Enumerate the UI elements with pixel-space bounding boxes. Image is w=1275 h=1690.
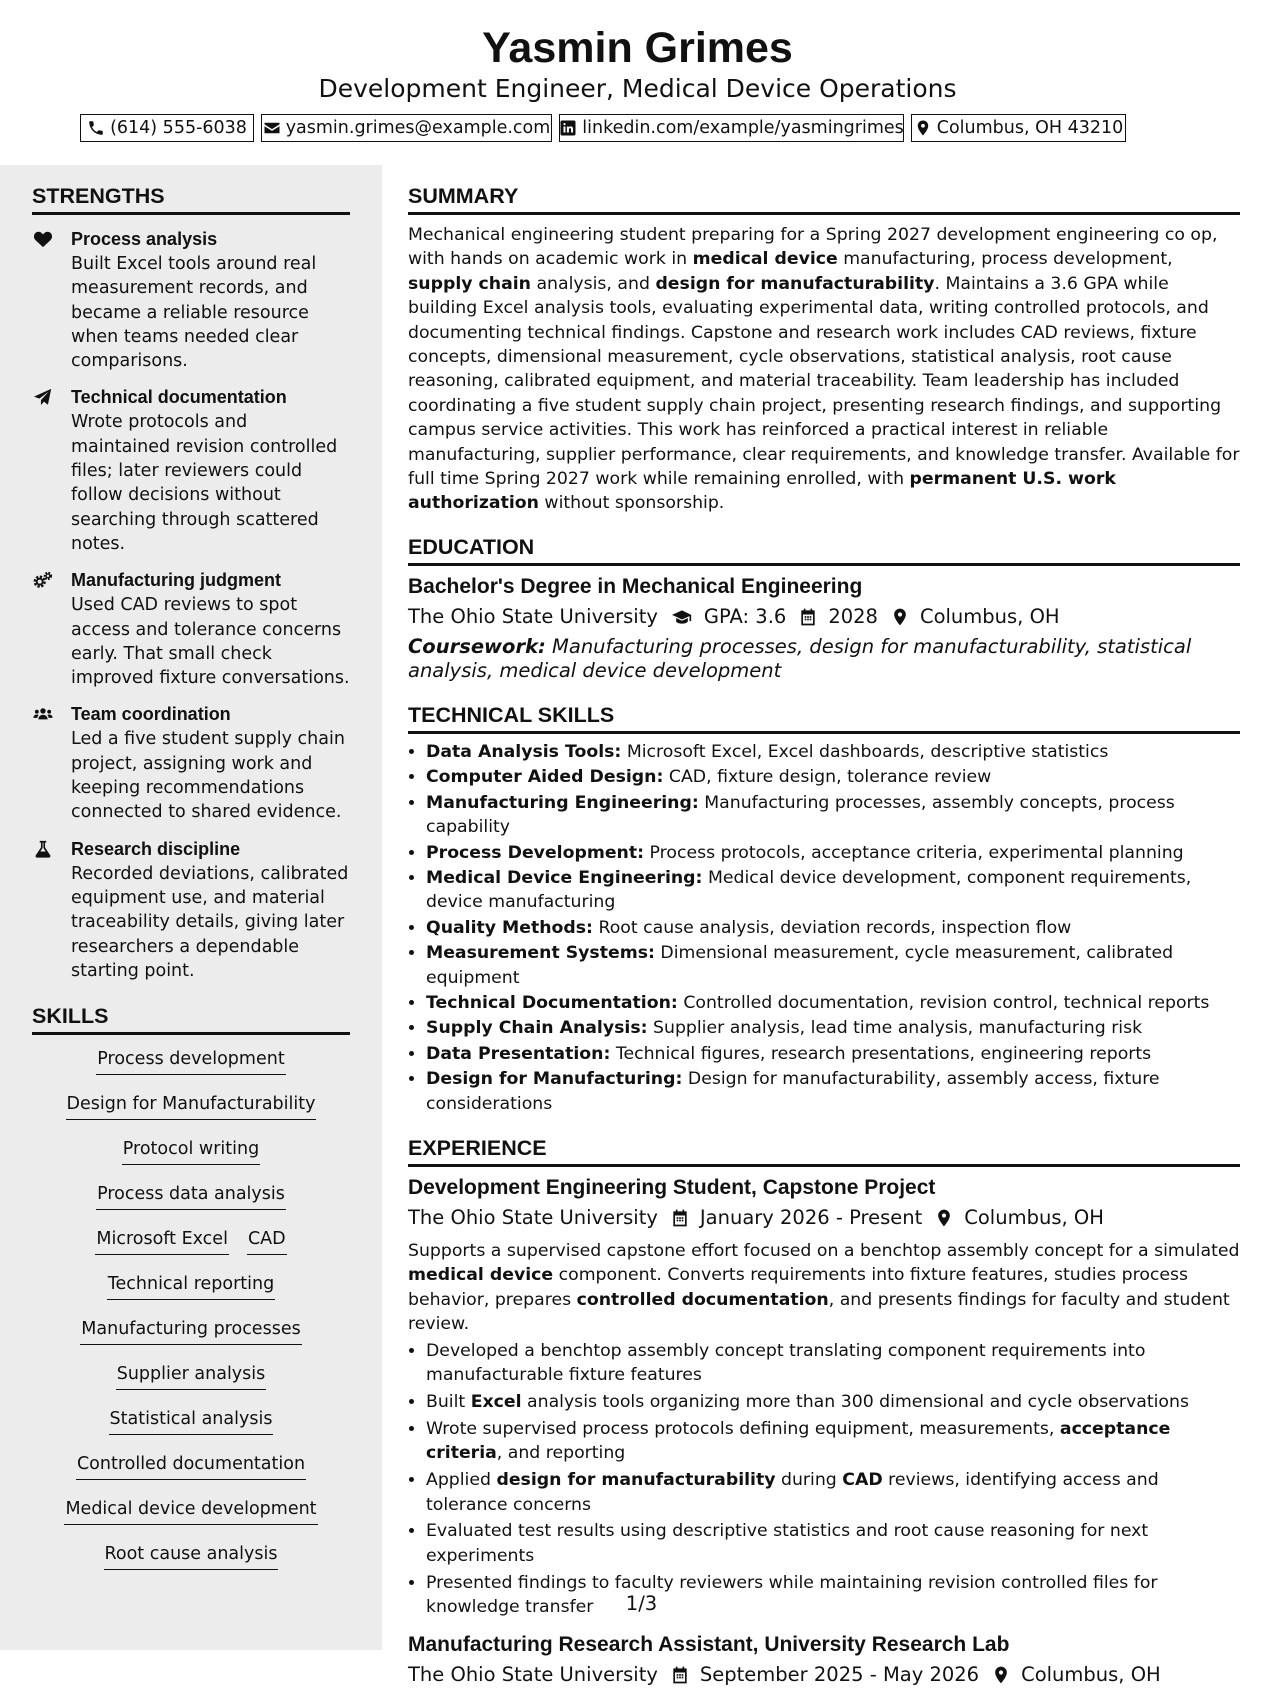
map-pin-icon [890, 607, 910, 627]
page-number: 1/3 [625, 1592, 658, 1615]
skill-row [32, 1047, 350, 1092]
heart-icon [32, 230, 54, 248]
contact-bar [0, 114, 1275, 144]
skill-tag: Process data analysis [96, 1182, 286, 1210]
job-meta [408, 1203, 1240, 1233]
technical-skill-item: • Supply Chain Analysis: Supplier analysis, lead time analysis, manufacturing risk [426, 1016, 1240, 1040]
strengths-list [32, 227, 350, 983]
job-title: Development Engineering Student, Capstone Project [408, 1175, 936, 1199]
job-dates: January 2026 - Present [699, 1205, 923, 1229]
technical-skills-list [408, 740, 1240, 1116]
skill-tag: Microsoft Excel [95, 1227, 229, 1255]
education-meta [408, 602, 1240, 632]
job-location: Columbus, OH [1021, 1662, 1161, 1686]
technical-skills-title: TECHNICAL SKILLS [408, 684, 1240, 734]
job-meta [408, 1660, 1240, 1690]
strength-desc: Led a five student supply chain project, assigning work and keeping recommendations connected to shared evidence. [71, 729, 345, 823]
coursework-label: Coursework: [408, 634, 546, 658]
contact-text: linkedin.com/example/yasmingrimes [582, 118, 904, 138]
strength-title: Manufacturing judgment [71, 570, 281, 591]
strength-desc: Recorded deviations, calibrated equipment use, and material traceability details, giving later researchers a dependable starting point. [71, 863, 349, 981]
education-entry [408, 572, 1240, 684]
job-bullet: • Developed a benchtop assembly concept translating component requirements into manufacturable fixture features [426, 1339, 1240, 1388]
sidebar [0, 165, 382, 1650]
paper-plane-icon [32, 388, 54, 406]
contact-linkedin[interactable] [559, 114, 904, 142]
contact-phone[interactable] [80, 114, 254, 142]
job-bullets [408, 1339, 1240, 1620]
strength-title: Team coordination [71, 704, 231, 725]
strengths-title: STRENGTHS [32, 165, 350, 215]
strength-desc: Built Excel tools around real measurement records, and became a reliable resource when teams needed clear comparisons. [71, 254, 317, 372]
skill-row [32, 1137, 350, 1182]
candidate-headline: Development Engineer, Medical Device Operations [318, 74, 957, 103]
gpa: GPA: 3.6 [703, 604, 787, 628]
skill-row [32, 1272, 350, 1317]
skill-tag: Process development [96, 1047, 285, 1075]
strength-title: Research discipline [71, 838, 241, 859]
strength-desc: Wrote protocols and maintained revision controlled files; later reviewers could follow decisions without searching through scattered notes. [71, 412, 338, 554]
coursework [408, 635, 1240, 684]
strength-title: Process analysis [71, 229, 218, 249]
school-name: The Ohio State University [408, 604, 658, 628]
phone-icon [87, 119, 105, 137]
skill-row [32, 1317, 350, 1362]
job-organization: The Ohio State University [408, 1662, 658, 1686]
summary-text: Mechanical engineering student preparing for a Spring 2027 development engineering co op, with hands on academic work in medical device manufacturing, process development, supply chain analysis, and design for manufacturability. Maintains a 3.6 GPA while building Excel analysis tools, evaluating experimental data, writing controlled protocols, and documenting technical findings. Capstone and research work includes CAD reviews, fixture concepts, dimensional measurement, cycle observations, statistical analysis, root cause reasoning, calibrated equipment, and material traceability. Team leadership has included coordinating a five student supply chain project, presenting research findings, and supporting campus service activities. This work has reinforced a practical interest in reliable manufacturing, supplier performance, clear requirements, and knowledge transfer. Available for full time Spring 2027 work while remaining enrolled, with permanent U.S. work authorization without sponsorship. [408, 225, 1240, 514]
coursework-text: Manufacturing processes, design for manufacturability, statistical analysis, medical device development [408, 634, 1192, 683]
job-bullet: • Wrote supervised process protocols defining equipment, measurements, acceptance criteria, and reporting [426, 1417, 1240, 1466]
skill-tag: Design for Manufacturability [66, 1092, 317, 1120]
technical-skill-item: • Measurement Systems: Dimensional measurement, cycle measurement, calibrated equipment [426, 941, 1240, 990]
job-summary: Supports a supervised capstone effort focused on a benchtop assembly concept for a simulated medical device component. Converts requirements into fixture features, studies process behavior, prepares controlled documentation, and presents findings for faculty and student review. [408, 1240, 1240, 1335]
job-bullet: • Presented findings to faculty reviewers while maintaining revision controlled files for knowledge transfer [426, 1571, 1240, 1620]
strength-item [32, 702, 350, 824]
job-bullet: • Applied design for manufacturability during CAD reviews, identifying access and tolerance concerns [426, 1468, 1240, 1517]
technical-skill-item: • Quality Methods: Root cause analysis, deviation records, inspection flow [426, 916, 1240, 940]
skills-list [32, 1047, 350, 1587]
skills-title: SKILLS [32, 995, 350, 1035]
linkedin-icon [559, 119, 577, 137]
technical-skill-item: • Technical Documentation: Controlled documentation, revision control, technical reports [426, 991, 1240, 1015]
technical-skill-item: • Data Analysis Tools: Microsoft Excel, Excel dashboards, descriptive statistics [426, 740, 1240, 764]
skill-tag: Medical device development [64, 1497, 317, 1525]
strength-item [32, 385, 350, 556]
skill-tag: Supplier analysis [116, 1362, 267, 1390]
skill-row [32, 1452, 350, 1497]
degree-title: Bachelor's Degree in Mechanical Engineering [408, 574, 863, 598]
map-pin-icon [991, 1665, 1011, 1685]
job-title: Manufacturing Research Assistant, University Research Lab [408, 1632, 1010, 1656]
job-dates: September 2025 - May 2026 [699, 1662, 980, 1686]
graduation-cap-icon [670, 607, 694, 627]
calendar-icon [670, 1665, 690, 1685]
strength-item [32, 227, 350, 373]
map-pin-icon [914, 119, 932, 137]
resume-header [0, 0, 1275, 165]
skill-tag: Controlled documentation [76, 1452, 306, 1480]
skill-row [32, 1227, 350, 1272]
education-title: EDUCATION [408, 516, 1240, 566]
strength-desc: Used CAD reviews to spot access and tolerance concerns early. That small check improved fixture conversations. [71, 595, 350, 689]
contact-text: Columbus, OH 43210 [936, 118, 1124, 138]
skill-tag: Root cause analysis [104, 1542, 279, 1570]
job-bullet: • Built Excel analysis tools organizing more than 300 dimensional and cycle observations [426, 1390, 1240, 1414]
skill-row [32, 1497, 350, 1542]
skill-tag: Technical reporting [107, 1272, 275, 1300]
users-icon [32, 705, 54, 723]
contact-text: (614) 555-6038 [110, 118, 247, 138]
job-bullet: • Evaluated test results using descriptive statistics and root cause reasoning for next experiments [426, 1519, 1240, 1568]
skill-tag: CAD [247, 1227, 287, 1255]
technical-skill-item: • Data Presentation: Technical figures, research presentations, engineering reports [426, 1042, 1240, 1066]
technical-skill-item: • Medical Device Engineering: Medical device development, component requirements, device manufacturing [426, 866, 1240, 915]
skill-row [32, 1362, 350, 1407]
calendar-icon [798, 607, 818, 627]
candidate-name: Yasmin Grimes [482, 24, 793, 72]
skill-row [32, 1407, 350, 1452]
strength-title: Technical documentation [71, 387, 287, 408]
envelope-icon [263, 119, 281, 137]
skill-tag: Statistical analysis [109, 1407, 274, 1435]
experience-entry [408, 1173, 1240, 1620]
technical-skill-item: • Design for Manufacturing: Design for manufacturability, assembly access, fixture considerations [426, 1067, 1240, 1116]
skill-tag: Protocol writing [122, 1137, 260, 1165]
calendar-icon [670, 1208, 690, 1228]
technical-skill-item: • Computer Aided Design: CAD, fixture design, tolerance review [426, 765, 1240, 789]
strength-item [32, 837, 350, 983]
contact-location [911, 114, 1126, 142]
technical-skill-item: • Process Development: Process protocols, acceptance criteria, experimental planning [426, 841, 1240, 865]
school-location: Columbus, OH [919, 604, 1060, 628]
main-content [408, 165, 1240, 1690]
skill-tag: Manufacturing processes [80, 1317, 301, 1345]
contact-text: yasmin.grimes@example.com [285, 118, 551, 138]
contact-email[interactable] [261, 114, 552, 142]
map-pin-icon [934, 1208, 954, 1228]
flask-icon [32, 840, 54, 858]
technical-skill-item: • Manufacturing Engineering: Manufacturing processes, assembly concepts, process capability [426, 791, 1240, 840]
experience-entry [408, 1630, 1240, 1690]
strength-item [32, 568, 350, 690]
graduation-year: 2028 [828, 604, 878, 628]
experience-title: EXPERIENCE [408, 1117, 1240, 1167]
skill-row [32, 1182, 350, 1227]
job-organization: The Ohio State University [408, 1205, 658, 1229]
skill-row [32, 1542, 350, 1587]
gears-icon [32, 571, 54, 589]
summary-title: SUMMARY [408, 165, 1240, 215]
job-location: Columbus, OH [964, 1205, 1104, 1229]
skill-row [32, 1092, 350, 1137]
